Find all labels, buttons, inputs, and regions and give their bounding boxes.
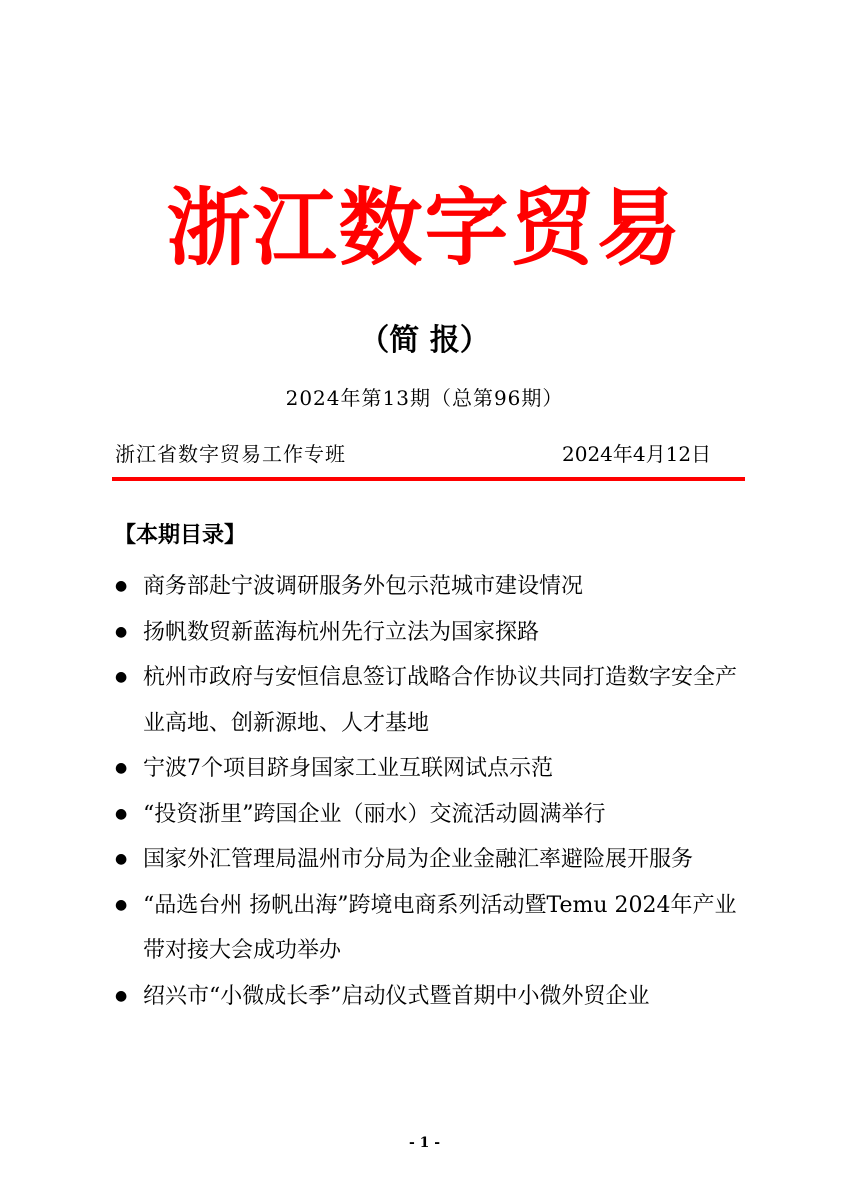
toc-item-text: “投资浙里”跨国企业（丽水）交流活动圆满举行 xyxy=(143,801,606,827)
issue-line: 2024年第13期（总第96期） xyxy=(285,386,564,410)
toc-item[interactable] xyxy=(113,655,753,746)
issuing-organization: 浙江省数字贸易工作专班 xyxy=(115,442,346,466)
bullet-icon: ● xyxy=(115,623,128,640)
toc-item-text: 国家外汇管理局温州市分局为企业金融汇率避险展开服务 xyxy=(143,847,694,872)
toc-item[interactable] xyxy=(113,746,753,792)
toc-item[interactable] xyxy=(113,837,753,883)
toc-list xyxy=(113,564,753,1019)
bullet-icon: ● xyxy=(115,760,128,776)
toc-item-text: 杭州市政府与安恒信息签订战略合作协议共同打造数字安全产业高地、创新源地、人才基地 xyxy=(143,665,738,736)
bullet-icon: ● xyxy=(115,896,128,913)
toc-item-text: 商务部赴宁波调研服务外包示范城市建设情况 xyxy=(143,574,584,599)
toc-item-text: “品选台州 扬帆出海”跨境电商系列活动暨Temu 2024年产业带对接大会成功举办 xyxy=(143,892,737,963)
toc-item[interactable] xyxy=(113,974,753,1020)
toc-item[interactable] xyxy=(113,564,753,610)
toc-item-text: 扬帆数贸新蓝海杭州先行立法为国家探路 xyxy=(143,619,540,645)
bullet-icon: ● xyxy=(115,987,128,1004)
toc-item[interactable] xyxy=(113,883,753,974)
issue-date: 2024年4月12日 xyxy=(562,442,712,466)
masthead-title: 浙江数字贸易 xyxy=(166,179,683,277)
header-divider xyxy=(112,477,745,481)
bullet-icon: ● xyxy=(115,851,128,867)
bullet-icon: ● xyxy=(115,669,128,685)
subtitle: （简 报） xyxy=(359,323,490,358)
page-number: - 1 - xyxy=(408,1135,441,1151)
toc-item-text: 宁波7个项目跻身国家工业互联网试点示范 xyxy=(143,756,553,781)
toc-item-text: 绍兴市“小微成长季”启动仪式暨首期中小微外贸企业 xyxy=(143,983,650,1009)
bullet-icon: ● xyxy=(115,805,128,822)
toc-item[interactable] xyxy=(113,792,753,838)
bullet-icon: ● xyxy=(115,578,128,594)
toc-item[interactable] xyxy=(113,610,753,656)
toc-title: 【本期目录】 xyxy=(114,523,247,548)
